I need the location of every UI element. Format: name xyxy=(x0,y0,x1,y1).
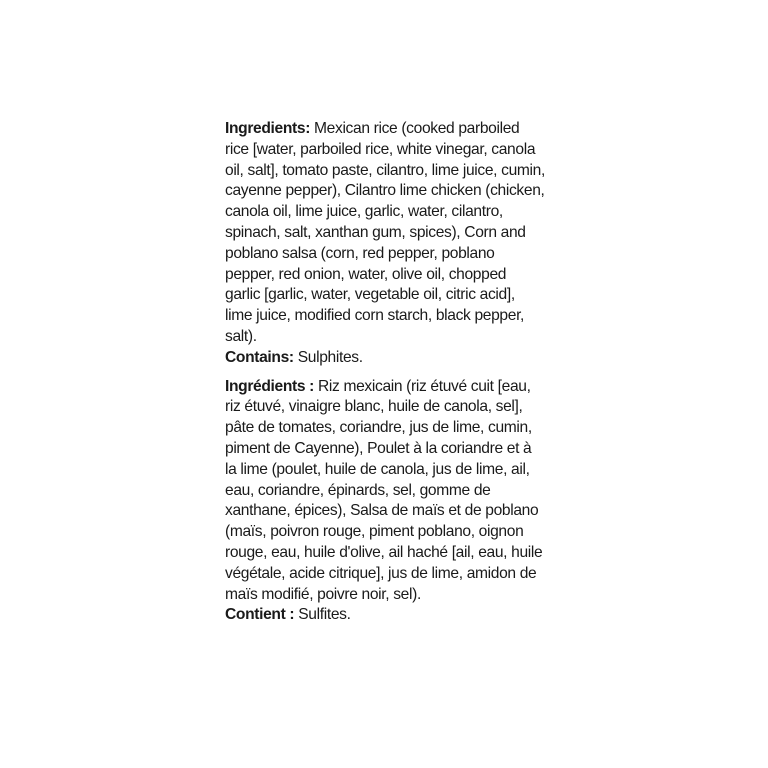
english-ingredients-heading: Ingredients: xyxy=(225,120,311,137)
english-ingredients-block xyxy=(225,119,545,369)
section-spacer xyxy=(225,369,545,377)
english-contains-heading: Contains: xyxy=(225,348,294,366)
english-contains-paragraph xyxy=(225,348,545,369)
english-contains-text: Sulphites. xyxy=(297,348,363,366)
french-contains-heading: Contient : xyxy=(225,606,295,624)
english-ingredients-paragraph xyxy=(225,119,545,348)
french-contains-text: Sulfites. xyxy=(298,606,351,624)
french-ingredients-paragraph xyxy=(225,377,545,606)
french-contains-paragraph xyxy=(225,605,545,626)
ingredients-label-panel xyxy=(225,119,545,626)
french-ingredients-block xyxy=(225,377,545,627)
french-ingredients-heading: Ingrédients : xyxy=(225,377,315,395)
english-ingredients-text: Mexican rice (cooked parboiled rice [water, parboiled rice, white vinegar, canola oil, salt], tomato paste, cilantro, lime juice, cumin, cayenne pepper), Cilantro lime chicken (chicken, canola oil, lime juice, garlic, water, cilantro, spinach, salt, xanthan gum, spices), Corn and poblano salsa (corn, red pepper, poblano pepper, red onion, water, olive oil, chopped garlic [garlic, water, vegetable oil, citric acid], lime juice, modified corn starch, black pepper, salt). xyxy=(225,120,545,345)
french-ingredients-text: Riz mexicain (riz étuvé cuit [eau, riz étuvé, vinaigre blanc, huile de canola, sel], pâte de tomates, coriandre, jus de lime, cumin, piment de Cayenne), Poulet à la coriandre et à la lime (poulet, huile de canola, jus de lime, ail, eau, coriandre, épinards, sel, gomme de xanthane, épices), Salsa de maïs et de poblano (maïs, poivron rouge, piment poblano, oignon rouge, eau, huile d'olive, ail haché [ail, eau, huile végétale, acide citrique], jus de lime, amidon de maïs modifié, poivre noir, sel). xyxy=(225,377,543,603)
